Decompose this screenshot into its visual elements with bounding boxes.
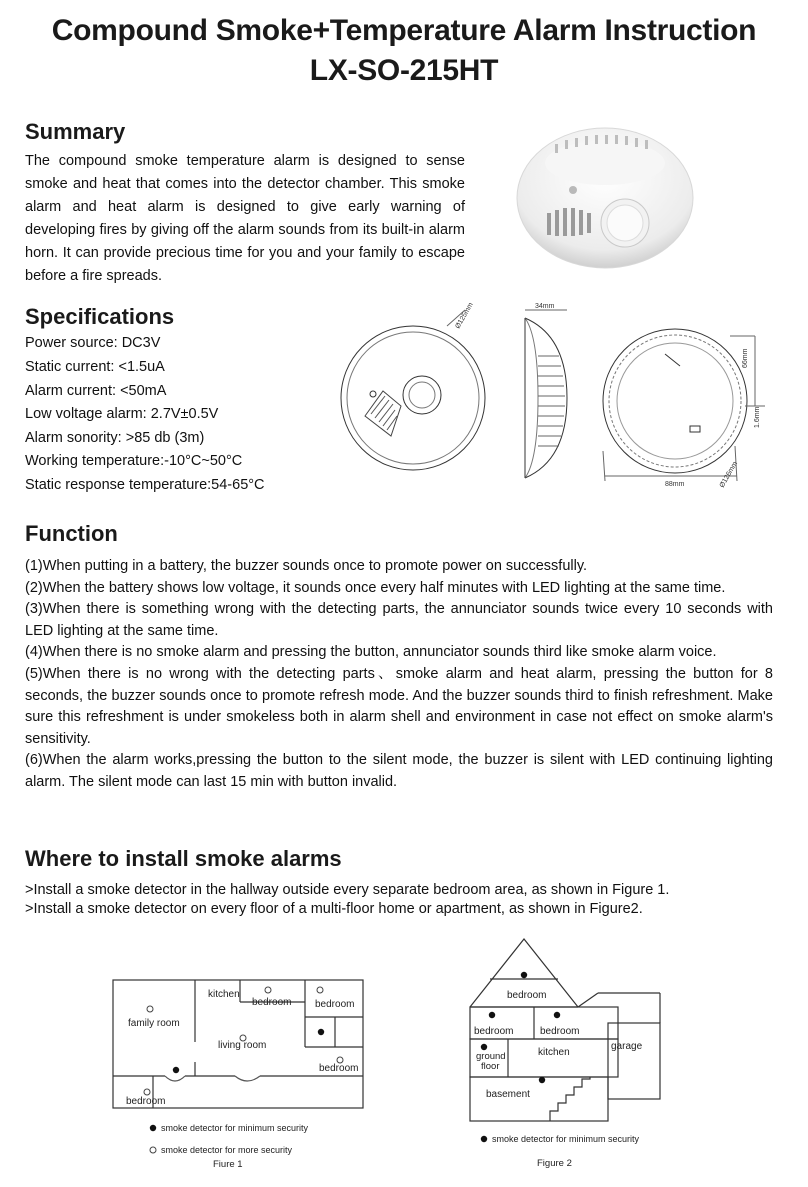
room-bedroom-top: bedroom: [252, 997, 292, 1008]
spec-alarm-current: Alarm current: <50mA: [25, 383, 167, 399]
side-view-drawing: [525, 310, 567, 478]
room-living-room: living room: [218, 1040, 267, 1051]
function-list: [25, 556, 773, 794]
room-kitchen: kitchen: [208, 989, 240, 1000]
spec-low-voltage: Low voltage alarm: 2.7V±0.5V: [25, 406, 219, 422]
room-ground-floor-line2: floor: [481, 1061, 500, 1072]
dimension-drawings: [335, 296, 775, 496]
minimum-security-marker-icon: [150, 1125, 156, 1131]
dim-mount-width: 88mm: [665, 481, 685, 488]
legend-minimum-security: smoke detector for minimum security: [161, 1123, 309, 1133]
room-bedroom-right-top: bedroom: [315, 999, 355, 1010]
room-kitchen: kitchen: [538, 1047, 570, 1058]
summary-heading: Summary: [25, 119, 126, 144]
room-family-room: family room: [128, 1018, 180, 1029]
function-item-3: (3)When there is something wrong with the detecting parts, the annunciator sounds twice every 10 seconds with LED lighting at the same time.: [25, 601, 773, 639]
function-item-5: (5)When there is no wrong with the detecting parts、smoke alarm and heat alarm, pressing the button for 8 seconds, the buzzer sounds once to promote refresh mode. And the buzzer sounds third to finish refreshment. Make sure this refreshment is under smokeless both in alarm shell and environment in case not effect on smoke alarm's sensitivity.: [25, 665, 773, 747]
spec-working-temperature: Working temperature:-10°C~50°C: [25, 453, 243, 469]
function-item-6: (6)When the alarm works,pressing the button to the silent mode, the buzzer is silent with LED continuing lighting alarm. The silent mode can last 15 min with button invalid.: [25, 752, 773, 790]
dim-front-diameter: Ø125mm: [454, 301, 475, 331]
page-title: Compound Smoke+Temperature Alarm Instruction: [51, 14, 757, 47]
room-bedroom-bottom-left: bedroom: [126, 1096, 166, 1107]
function-item-1: (1)When putting in a battery, the buzzer sounds once to promote power on successfully.: [25, 558, 588, 574]
room-bedroom-attic: bedroom: [507, 990, 547, 1001]
dim-mount-diameter: Ø126mm: [718, 460, 740, 489]
specifications-heading: Specifications: [25, 304, 175, 329]
spec-alarm-sonority: Alarm sonority: >85 db (3m): [25, 430, 205, 446]
room-ground-floor-line1: ground: [476, 1051, 506, 1062]
room-garage: garage: [611, 1041, 643, 1052]
figure-2-house-section: [450, 935, 680, 1175]
install-heading: Where to install smoke alarms: [25, 846, 342, 871]
spec-power-source: Power source: DC3V: [25, 335, 161, 351]
legend-minimum-security: smoke detector for minimum security: [492, 1134, 640, 1144]
dim-mount-inner: 66mm: [742, 348, 749, 368]
function-item-2: (2)When the battery shows low voltage, it sounds once every half minutes with LED lighting at the same time.: [25, 579, 726, 596]
figure-2-caption: Figure 2: [537, 1158, 572, 1169]
legend-more-security: smoke detector for more security: [161, 1145, 293, 1155]
dim-height: 34mm: [535, 303, 555, 310]
room-bedroom-left: bedroom: [474, 1026, 514, 1037]
figure-1-floor-plan: [105, 972, 375, 1172]
minimum-security-marker-icon: [481, 1136, 487, 1142]
install-line-2: >Install a smoke detector on every floor of a multi-floor home or apartment, as shown in Figure2.: [25, 901, 643, 917]
spec-response-temperature: Static response temperature:54-65°C: [25, 477, 265, 493]
function-heading: Function: [25, 521, 118, 546]
summary-text: The compound smoke temperature alarm is designed to sense smoke and heat that comes into the detector chamber. This smoke alarm and heat alarm is designed to give early warning of developing fires by giving off the alarm sounds from its built-in alarm horn. It can provide precious time for you and your family to escape before a fire spreads.: [25, 153, 465, 284]
install-line-1: >Install a smoke detector in the hallway outside every separate bedroom area, as shown in Figure 1.: [25, 882, 670, 898]
more-security-marker-icon: [150, 1147, 156, 1153]
function-item-4: (4)When there is no smoke alarm and pressing the button, annunciator sounds third like smoke alarm voice.: [25, 644, 717, 661]
spec-static-current: Static current: <1.5uA: [25, 359, 165, 375]
mounting-plate-drawing: [603, 329, 765, 481]
room-basement: basement: [486, 1089, 530, 1100]
figure-1-caption: Fiure 1: [213, 1159, 243, 1170]
smoke-alarm-photo: [505, 118, 695, 278]
room-bedroom-right: bedroom: [540, 1026, 580, 1037]
model-number: LX-SO-215HT: [309, 54, 499, 87]
room-bedroom-right-bottom: bedroom: [319, 1063, 359, 1074]
front-view-drawing: [341, 310, 485, 470]
dim-mount-gap: 1.6mm: [754, 406, 761, 428]
